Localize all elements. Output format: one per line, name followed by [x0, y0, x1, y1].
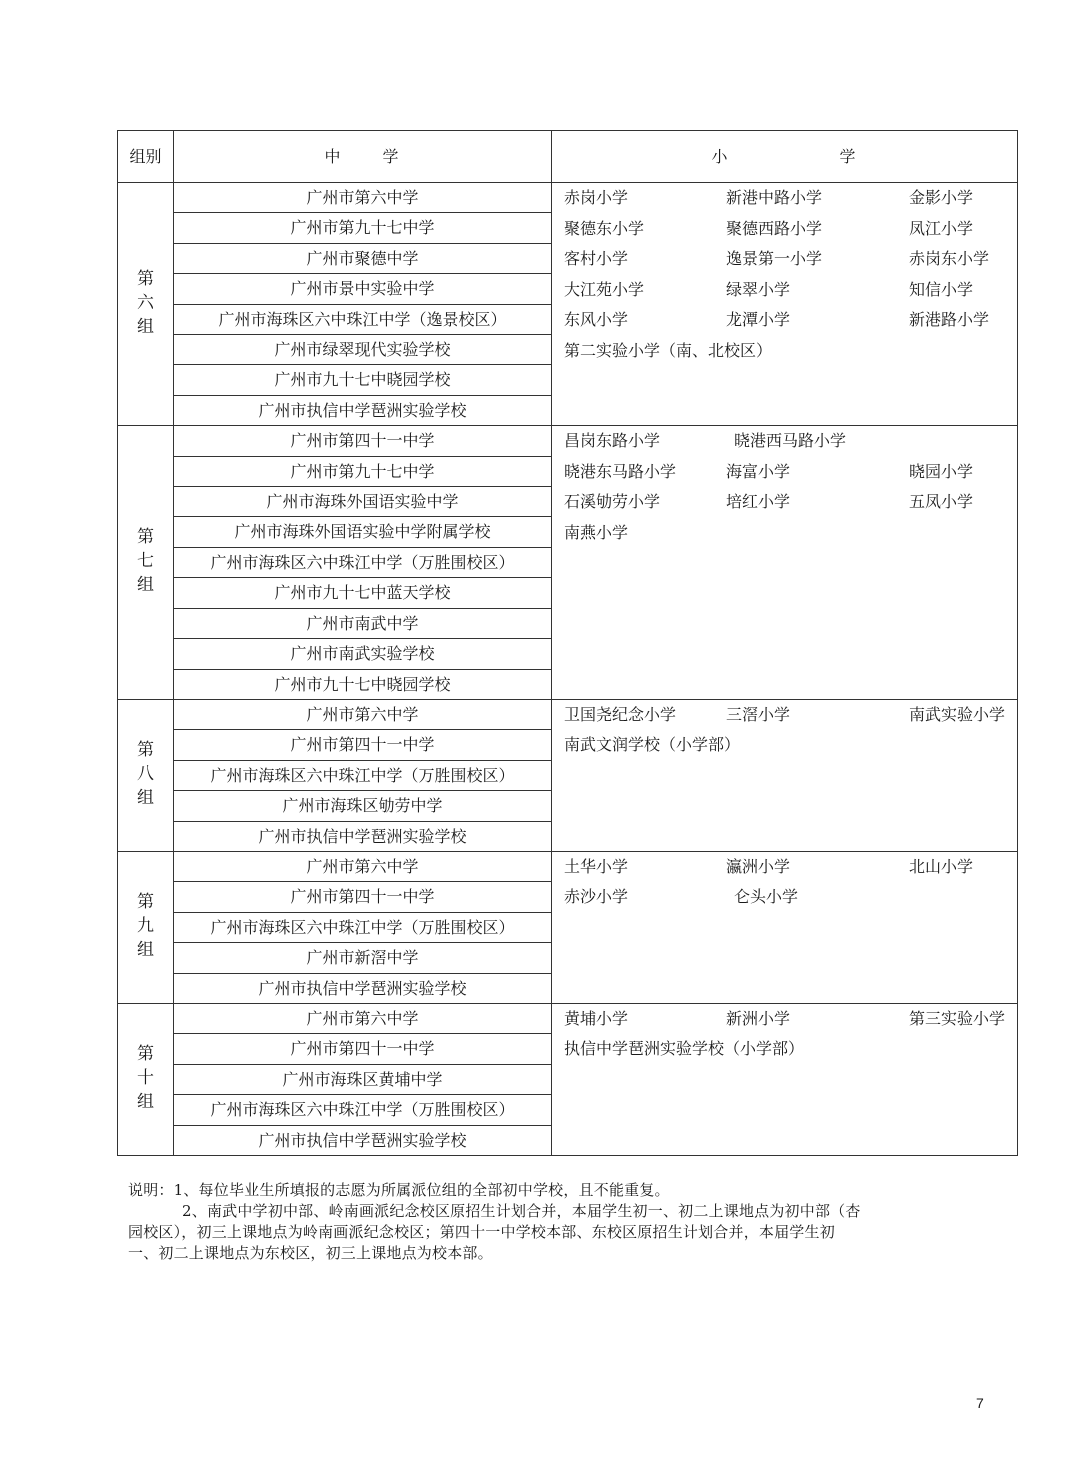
table-row	[118, 426, 1018, 456]
note-line-2: 2、南武中学初中部、岭南画派纪念校区原招生计划合并，本届学生初一、初二上课地点为初中部（杏	[182, 1202, 861, 1220]
primary-school-line	[564, 852, 1017, 883]
primary-schools-cell	[552, 1003, 1018, 1155]
header-middle-school	[174, 131, 552, 183]
middle-school-cell: 广州市执信中学琶洲实验学校	[174, 821, 552, 851]
primary-schools-cell	[552, 699, 1018, 851]
primary-school-name: 东风小学	[564, 310, 629, 329]
note-line-4: 一、初二上课地点为东校区，初三上课地点为校本部。	[128, 1244, 493, 1262]
table-row	[118, 851, 1018, 881]
primary-school-line	[564, 700, 1017, 731]
middle-school-cell: 广州市第四十一中学	[174, 1034, 552, 1064]
group-label: 第六组	[137, 268, 154, 337]
primary-school-name: 南武文润学校（小学部）	[564, 735, 741, 755]
primary-school-name: 新港路小学	[909, 310, 990, 329]
school-assignment-table	[117, 130, 1018, 1156]
primary-school-line	[564, 336, 1017, 367]
middle-school-cell: 广州市南武中学	[174, 608, 552, 638]
primary-schools-cell	[552, 851, 1018, 1003]
primary-school-name: 聚德西路小学	[726, 218, 823, 238]
primary-school-name: 南武实验小学	[909, 704, 1006, 724]
group-label-cell	[118, 699, 174, 851]
primary-school-name: 执信中学琶洲实验学校（小学部）	[564, 1039, 805, 1059]
middle-school-cell: 广州市九十七中晓园学校	[174, 365, 552, 395]
primary-school-line	[564, 183, 1017, 214]
primary-school-name: 卫国尧纪念小学	[564, 704, 677, 724]
header-primary-char-2: 学	[839, 147, 858, 166]
primary-school-name: 大江苑小学	[564, 279, 645, 299]
middle-school-cell: 广州市九十七中晓园学校	[174, 669, 552, 699]
middle-school-cell: 广州市南武实验学校	[174, 639, 552, 669]
primary-school-name: 金影小学	[909, 188, 974, 207]
primary-school-name: 逸景第一小学	[726, 249, 823, 268]
primary-school-name: 南燕小学	[564, 522, 629, 542]
middle-school-cell: 广州市海珠区六中珠江中学（万胜围校区）	[174, 547, 552, 577]
primary-school-name: 赤岗东小学	[909, 249, 990, 268]
middle-school-cell: 广州市九十七中蓝天学校	[174, 578, 552, 608]
primary-school-name: 晓园小学	[909, 461, 974, 481]
middle-school-cell: 广州市执信中学琶洲实验学校	[174, 973, 552, 1003]
group-label: 第十组	[137, 1044, 154, 1113]
primary-school-name: 晓港西马路小学	[734, 431, 847, 451]
middle-school-cell: 广州市绿翠现代实验学校	[174, 335, 552, 365]
middle-school-cell: 广州市海珠区劬劳中学	[174, 791, 552, 821]
primary-school-name: 北山小学	[909, 856, 974, 876]
primary-school-line	[564, 457, 1017, 488]
primary-school-line	[564, 275, 1017, 306]
primary-school-name: 瀛洲小学	[726, 856, 791, 876]
primary-school-line	[564, 426, 1017, 457]
middle-school-cell: 广州市海珠外国语实验中学	[174, 487, 552, 517]
primary-school-line	[564, 1034, 1017, 1065]
header-group: 组别	[118, 131, 174, 183]
primary-school-name: 龙潭小学	[726, 310, 791, 329]
primary-school-line	[564, 487, 1017, 518]
middle-school-cell: 广州市第六中学	[174, 183, 552, 213]
middle-school-cell: 广州市执信中学琶洲实验学校	[174, 1125, 552, 1155]
middle-school-cell: 广州市海珠区六中珠江中学（万胜围校区）	[174, 912, 552, 942]
middle-school-cell: 广州市新滘中学	[174, 943, 552, 973]
primary-school-name: 三滘小学	[726, 704, 791, 724]
header-middle-char-2: 学	[382, 147, 401, 166]
group-label: 第九组	[137, 892, 154, 961]
middle-school-cell: 广州市第六中学	[174, 851, 552, 881]
table-row	[118, 1003, 1018, 1033]
middle-school-cell: 广州市海珠外国语实验中学附属学校	[174, 517, 552, 547]
primary-school-line	[564, 518, 1017, 549]
group-label: 第七组	[137, 527, 154, 596]
primary-school-line	[564, 1004, 1017, 1035]
primary-school-line	[564, 882, 1017, 913]
middle-school-cell: 广州市第四十一中学	[174, 730, 552, 760]
primary-school-name: 土华小学	[564, 856, 629, 876]
middle-school-cell: 广州市海珠区黄埔中学	[174, 1064, 552, 1094]
note-line-1: 说明：1、每位毕业生所填报的志愿为所属派位组的全部初中学校，且不能重复。	[128, 1181, 670, 1199]
primary-school-name: 知信小学	[909, 279, 974, 299]
primary-school-name: 五凤小学	[909, 492, 974, 512]
primary-school-name: 昌岗东路小学	[564, 431, 661, 451]
primary-schools-cell	[552, 426, 1018, 700]
primary-school-name: 绿翠小学	[726, 279, 791, 299]
group-label: 第八组	[137, 740, 154, 809]
table-row	[118, 183, 1018, 213]
primary-school-name: 新洲小学	[726, 1008, 791, 1028]
header-primary-char-1: 小	[711, 147, 730, 166]
primary-school-name: 石溪劬劳小学	[564, 492, 661, 512]
middle-school-cell: 广州市海珠区六中珠江中学（万胜围校区）	[174, 760, 552, 790]
primary-school-name: 仑头小学	[734, 887, 799, 907]
middle-school-cell: 广州市第四十一中学	[174, 426, 552, 456]
middle-school-cell: 广州市执信中学琶洲实验学校	[174, 395, 552, 425]
group-label-cell	[118, 1003, 174, 1155]
middle-school-cell: 广州市海珠区六中珠江中学（逸景校区）	[174, 304, 552, 334]
note-line-3: 园校区），初三上课地点为岭南画派纪念校区；第四十一中学校本部、东校区原招生计划合并，本届学生初	[128, 1223, 835, 1241]
primary-school-name: 海富小学	[726, 461, 791, 481]
middle-school-cell: 广州市第四十一中学	[174, 882, 552, 912]
primary-school-name: 第二实验小学（南、北校区）	[564, 340, 773, 360]
middle-school-cell: 广州市景中实验中学	[174, 274, 552, 304]
primary-school-name: 凤江小学	[909, 218, 974, 238]
middle-school-cell: 广州市第六中学	[174, 1003, 552, 1033]
primary-school-name: 赤岗小学	[564, 188, 629, 207]
primary-school-name: 培红小学	[726, 492, 791, 512]
middle-school-cell: 广州市聚德中学	[174, 243, 552, 273]
group-label-cell	[118, 851, 174, 1003]
primary-school-name: 聚德东小学	[564, 218, 645, 238]
header-primary-school	[552, 131, 1018, 183]
middle-school-cell: 广州市第九十七中学	[174, 456, 552, 486]
primary-school-name: 赤沙小学	[564, 887, 629, 907]
primary-school-line	[564, 244, 1017, 275]
table-header-row	[118, 131, 1018, 183]
primary-school-name: 第三实验小学	[909, 1008, 1006, 1028]
primary-school-name: 新港中路小学	[726, 188, 823, 207]
page-number: 7	[976, 1395, 984, 1411]
primary-school-name: 客村小学	[564, 249, 629, 268]
middle-school-cell: 广州市海珠区六中珠江中学（万胜围校区）	[174, 1095, 552, 1125]
middle-school-cell: 广州市第九十七中学	[174, 213, 552, 243]
primary-school-line	[564, 305, 1017, 336]
group-label-cell	[118, 183, 174, 426]
primary-school-line	[564, 214, 1017, 245]
table-row	[118, 699, 1018, 729]
middle-school-cell: 广州市第六中学	[174, 699, 552, 729]
primary-schools-cell	[552, 183, 1018, 426]
header-middle-char-1: 中	[324, 147, 343, 166]
primary-school-line	[564, 730, 1017, 761]
primary-school-name: 晓港东马路小学	[564, 461, 677, 481]
primary-school-name: 黄埔小学	[564, 1008, 629, 1028]
group-label-cell	[118, 426, 174, 700]
